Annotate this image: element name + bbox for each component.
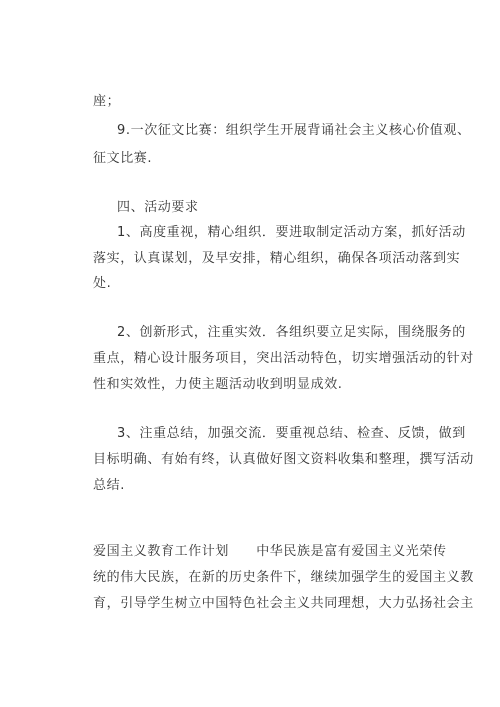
text-line: 重点，精心设计服务项目，突出活动特色，切实增强活动的针对 bbox=[93, 351, 474, 366]
text-line: 育，引导学生树立中国特色社会主义共同理想，大力弘扬社会主 bbox=[93, 596, 474, 611]
text-line: 总结. bbox=[93, 478, 125, 493]
section-heading: 四、活动要求 bbox=[117, 200, 199, 215]
text-line: 目标明确、有始有终，认真做好图文资料收集和整理，撰写活动 bbox=[93, 452, 474, 467]
text-line: 统的伟大民族，在新的历史条件下，继续加强学生的爱国主义教 bbox=[93, 570, 474, 585]
text-line: 3、注重总结，加强交流．要重视总结、检查、反馈，做到 bbox=[117, 426, 466, 441]
text-line: 9.一次征文比赛：组织学生开展背诵社会主义核心价值观、 bbox=[117, 123, 471, 138]
text-line: 落实，认真谋划，及早安排，精心组织，确保各项活动落到实 bbox=[93, 251, 461, 266]
text-line: 座； bbox=[93, 94, 121, 109]
text-line: 处. bbox=[93, 276, 112, 291]
text-line: 爱国主义教育工作计划 中华民族是富有爱国主义光荣传 bbox=[93, 544, 447, 559]
text-line: 征文比赛. bbox=[93, 151, 153, 166]
text-line: 性和实效性，力使主题活动收到明显成效. bbox=[93, 377, 343, 392]
text-line: 1、高度重视，精心组织．要进取制定活动方案，抓好活动 bbox=[117, 225, 466, 240]
text-line: 2、创新形式，注重实效．各组织要立足实际，围绕服务的 bbox=[117, 325, 466, 340]
